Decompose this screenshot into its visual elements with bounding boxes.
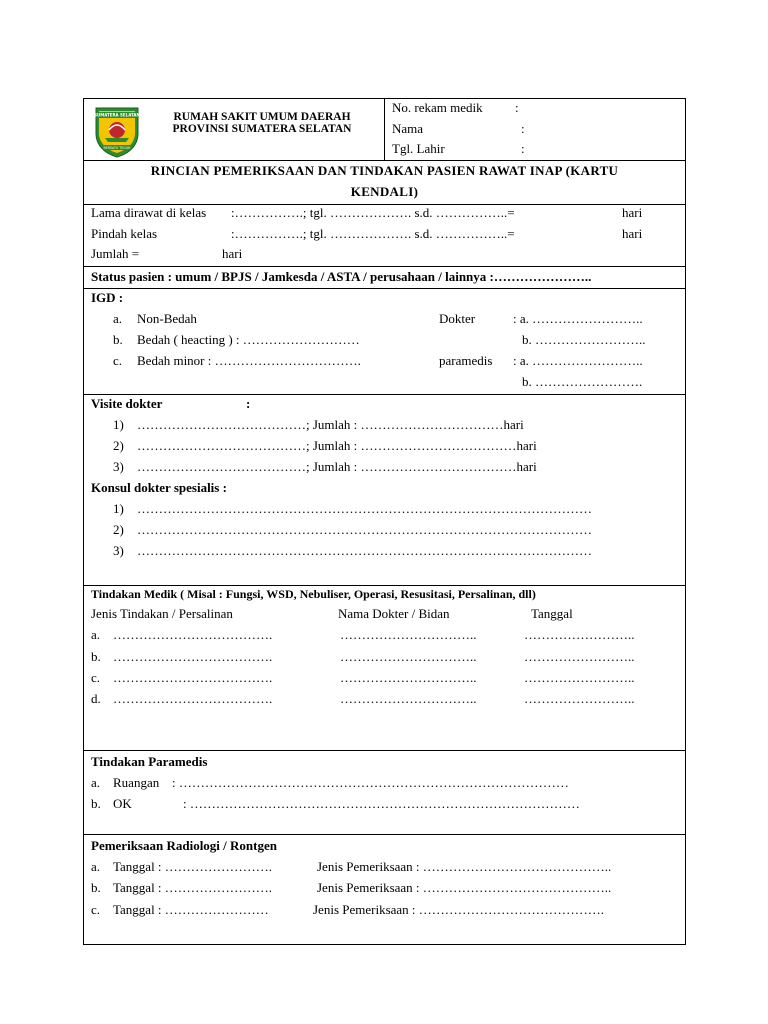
radiologi-row-marker: b. [91,880,101,895]
rekam-medik-colon: : [515,100,519,115]
tindakan-row-c2: ………………………….. [340,691,477,706]
igd-title: IGD : [91,290,124,305]
igd-item-nonbedah: Non-Bedah [137,311,197,326]
tindakan-row-c1: ………………………………. [113,649,273,664]
tindakan-row-c2: ………………………….. [340,627,477,642]
tgl-lahir-label: Tgl. Lahir [392,141,445,156]
igd-item-marker: b. [113,332,123,347]
pindah-kelas-dots: :…………….; tgl. ………………. s.d. ……………..= [231,226,515,241]
radiologi-row-marker: c. [91,902,101,917]
jumlah-label: Jumlah = [91,246,140,261]
hospital-name-line1: RUMAH SAKIT UMUM DAERAH [173,111,351,123]
tindakan-row-c3: …………………….. [524,670,635,685]
nama-label: Nama [392,121,424,136]
visite-title: Visite dokter [91,396,163,411]
tindakan-row-c1: ………………………………. [113,627,273,642]
row-line [83,834,686,835]
rekam-medik-label: No. rekam medik [392,100,483,115]
tindakan-col-jenis: Jenis Tindakan / Persalinan [91,606,233,621]
tindakan-paramedis-title: Tindakan Paramedis [91,754,208,769]
logo-text-bottom: BERSATU TEGUH [103,146,131,150]
igd-dokter-label: Dokter [439,311,476,326]
igd-dokter-a: : a. …………………….. [513,311,643,326]
tindakan-row-c2: ………………………….. [340,649,477,664]
radiologi-tanggal: Tanggal : …………………… [113,902,269,917]
igd-item-bedah: Bedah ( heacting ) : ……………………… [137,332,360,347]
header-divider [384,98,385,160]
tindakan-row-c1: ………………………………. [113,670,273,685]
logo-text-top: SUMATERA SELATAN [94,112,140,118]
jumlah-hari: hari [222,246,243,261]
row-line [83,585,686,586]
row-line [83,266,686,267]
visite-row-marker: 2) [113,438,124,453]
hospital-name-line2: PROVINSI SUMATERA SELATAN [172,123,352,135]
igd-item-marker: a. [113,311,123,326]
igd-paramedis-label: paramedis [439,353,493,368]
form-border-left [83,98,84,945]
visite-row: …………………………………; Jumlah : ………………………………hari [137,459,537,474]
igd-paramedis-a: : a. …………………….. [513,353,643,368]
tindakan-row-c3: …………………….. [524,649,635,664]
status-pasien: Status pasien : umum / BPJS / Jamkesda / ASTA / perusahaan / lainnya :………………….. [91,269,592,284]
tindakan-row-marker: d. [91,691,101,706]
igd-dokter-b: b. …………………….. [522,332,646,347]
row-line [83,160,686,161]
visite-row-marker: 1) [113,417,124,432]
tindakan-row-marker: b. [91,649,101,664]
konsul-row: …………………………………………………………………………………………… [137,522,592,537]
tindakan-row-c1: ………………………………. [113,691,273,706]
paramedis-row-marker: b. [91,796,101,811]
lama-dirawat-label: Lama dirawat di kelas [91,205,207,220]
radiologi-row-marker: a. [91,859,101,874]
paramedis-row-marker: a. [91,775,101,790]
tindakan-row-marker: a. [91,627,101,642]
form-border-bottom [83,944,686,945]
paramedis-ok-dots: : ……………………………………………………………………………… [183,796,580,811]
konsul-title: Konsul dokter spesialis : [91,480,227,495]
pindah-kelas-hari: hari [622,226,643,241]
nama-colon: : [521,121,525,136]
tindakan-col-dokter: Nama Dokter / Bidan [338,606,450,621]
form-title-line2: KENDALI) [350,184,419,199]
radiologi-jenis: Jenis Pemeriksaan : ……………………………………. [313,902,605,917]
paramedis-ruangan-label: Ruangan [113,775,160,790]
radiologi-tanggal: Tanggal : ……………………. [113,859,273,874]
radiologi-jenis: Jenis Pemeriksaan : …………………………………….. [317,880,612,895]
tindakan-row-c2: ………………………….. [340,670,477,685]
row-line [83,750,686,751]
tindakan-row-c3: …………………….. [524,691,635,706]
tgl-lahir-colon: : [521,141,525,156]
visite-row-marker: 3) [113,459,124,474]
radiologi-jenis: Jenis Pemeriksaan : …………………………………….. [317,859,612,874]
konsul-row: …………………………………………………………………………………………… [137,501,592,516]
form-border-right [685,98,686,945]
konsul-row: …………………………………………………………………………………………… [137,543,592,558]
igd-item-bedah-minor: Bedah minor : ……………………………. [137,353,361,368]
paramedis-ok-label: OK [113,796,132,811]
row-line [83,394,686,395]
visite-row: …………………………………; Jumlah : ……………………………hari [137,417,524,432]
row-line [83,288,686,289]
lama-dirawat-hari: hari [622,205,643,220]
tindakan-row-c3: …………………….. [524,627,635,642]
radiologi-title: Pemeriksaan Radiologi / Rontgen [91,838,277,853]
form-title-line1: RINCIAN PEMERIKSAAN DAN TINDAKAN PASIEN RAWAT INAP (KARTU [150,163,619,178]
pindah-kelas-label: Pindah kelas [91,226,158,241]
lama-dirawat-dots: :…………….; tgl. ………………. s.d. ……………..= [231,205,515,220]
hospital-logo [90,104,144,158]
tindakan-row-marker: c. [91,670,101,685]
paramedis-ruangan-dots: : ……………………………………………………………………………… [172,775,569,790]
igd-paramedis-b: b. ……………………. [522,374,643,389]
radiologi-tanggal: Tanggal : ……………………. [113,880,273,895]
visite-row: …………………………………; Jumlah : ………………………………hari [137,438,537,453]
konsul-row-marker: 2) [113,522,124,537]
tindakan-medik-title: Tindakan Medik ( Misal : Fungsi, WSD, Nebuliser, Operasi, Resusitasi, Persalinan, dll) [91,587,536,601]
konsul-row-marker: 1) [113,501,124,516]
visite-colon: : [246,396,251,411]
tindakan-col-tanggal: Tanggal [531,606,573,621]
konsul-row-marker: 3) [113,543,124,558]
igd-item-marker: c. [113,353,123,368]
